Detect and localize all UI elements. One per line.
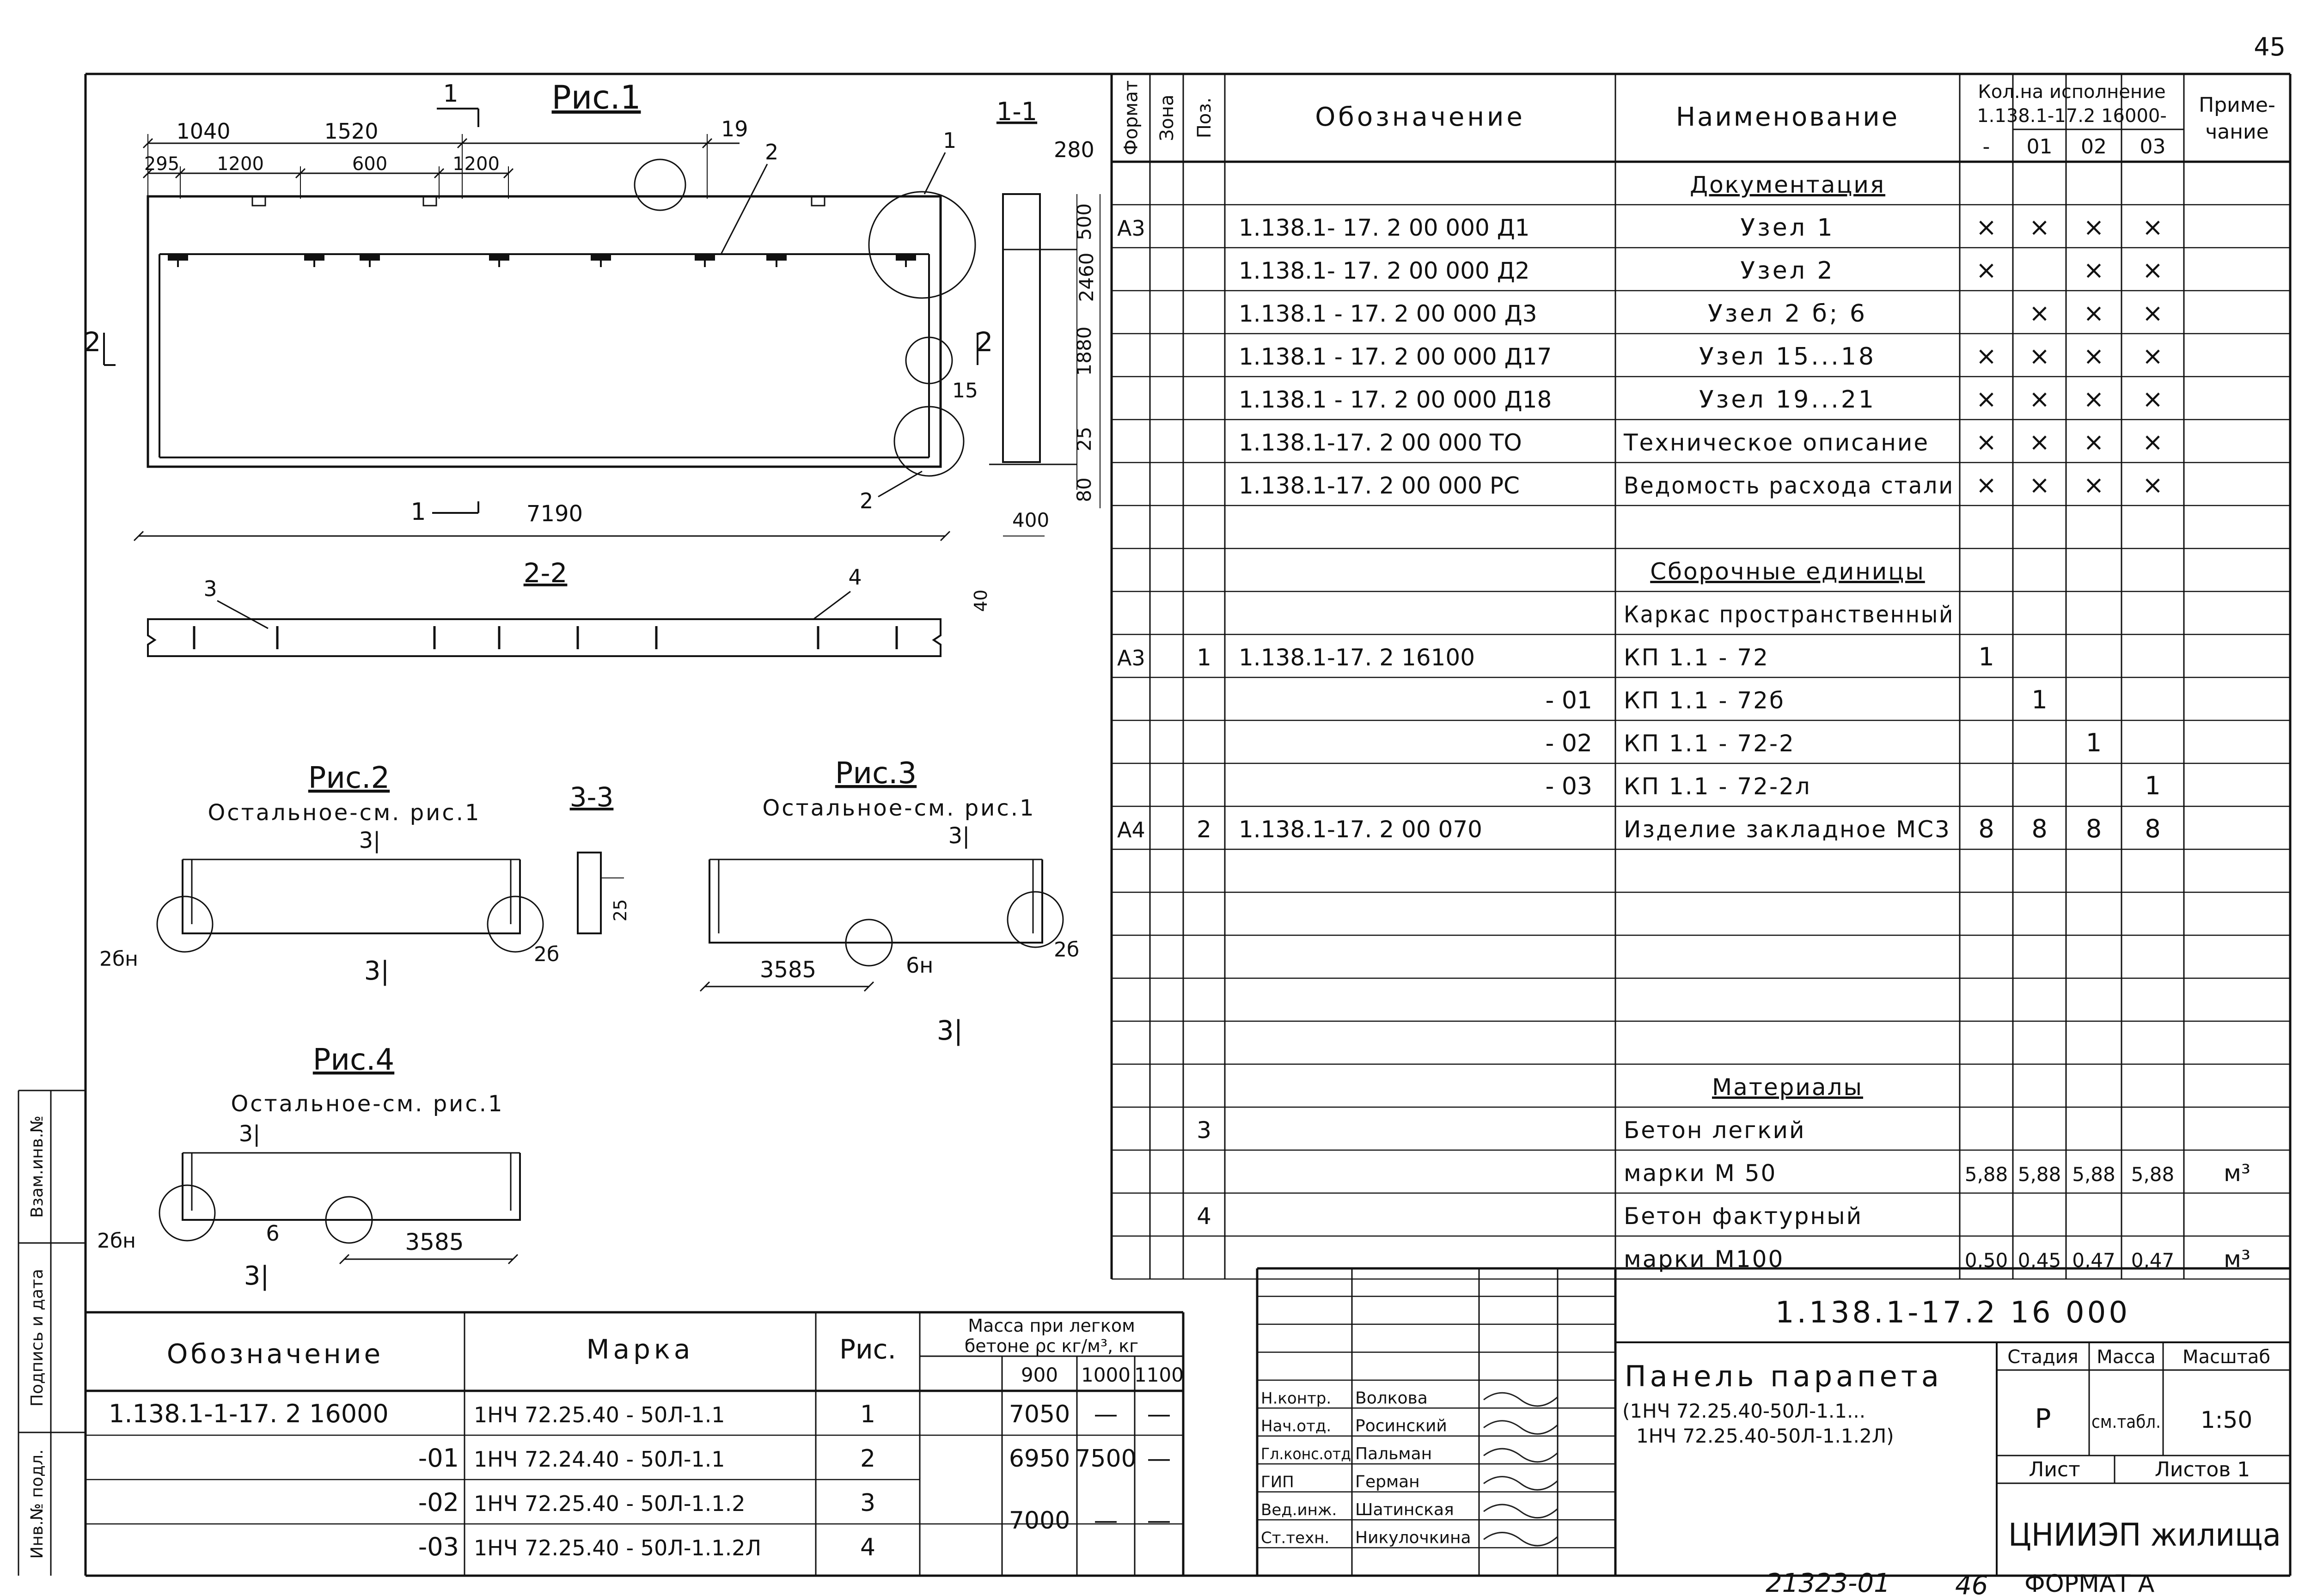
marks-fig: 4 [860, 1534, 876, 1561]
spec-name-cell: Бетон легкий [1624, 1117, 1806, 1144]
spec-quantity-cell: × [2142, 298, 2164, 328]
mass-header: Масса [2097, 1346, 2156, 1368]
spec-quantity-cell: × [2083, 256, 2104, 285]
spec-quantity-cell: × [2142, 427, 2164, 457]
marks-mass: 7500 [1075, 1445, 1137, 1473]
spec-format-cell: А3 [1117, 646, 1145, 670]
spec-quantity-cell: × [1975, 384, 1997, 414]
marks-mass: — [1094, 1507, 1118, 1535]
fig4-note: Остальное-см. рис.1 [231, 1091, 504, 1117]
spec-name-cell: Изделие закладное МС3 [1624, 816, 1951, 843]
spec-designation-cell: 1.138.1-17. 2 00 070 [1239, 816, 1482, 843]
person-role: ГИП [1261, 1473, 1294, 1492]
signature-scribble [1484, 1393, 1558, 1406]
fig3-note: Остальное-см. рис.1 [762, 795, 1036, 821]
fig2-note: Остальное-см. рис.1 [208, 800, 481, 826]
marks-mass: 7000 [1009, 1507, 1070, 1535]
marks-density: 1000 [1081, 1364, 1131, 1386]
fig3-dim: 3585 [759, 957, 817, 983]
spec-designation-cell: 1.138.1-17. 2 16100 [1239, 644, 1475, 671]
side-stamp-label: Подпись и дата [28, 1268, 47, 1407]
marks-designation: 1.138.1-1-17. 2 16000 [109, 1399, 389, 1428]
person-role: Нач.отд. [1261, 1417, 1332, 1436]
spec-designation-cell: - 01 [1545, 687, 1592, 714]
marks-mass: — [1147, 1507, 1171, 1535]
spec-header-qty: Кол.на исполнение [1978, 81, 2166, 103]
spec-section-title: Документация [1690, 171, 1885, 198]
leader [217, 601, 268, 628]
side-stamp-label: Инв.№ подл. [28, 1449, 47, 1559]
spec-quantity-cell: 8 [2031, 814, 2048, 843]
scale-value: 1:50 [2200, 1407, 2253, 1433]
section-dim: 400 [1012, 509, 1050, 531]
signature-scribble [1484, 1505, 1558, 1518]
callout-2: 2 [765, 140, 779, 164]
spec-position-cell: 2 [1197, 816, 1211, 843]
spec-name-cell: Узел 15...18 [1699, 343, 1877, 371]
signature-scribble [1484, 1533, 1558, 1546]
fig3-title: Рис.3 [835, 756, 917, 791]
spec-quantity-cell: × [2029, 427, 2050, 457]
detail-circle [159, 1185, 215, 1241]
side-stamp [18, 1090, 86, 1576]
spec-note-cell: м³ [2224, 1246, 2250, 1273]
spec-quantity-cell: 0,47 [2131, 1249, 2175, 1272]
spec-quantity-cell: 0,50 [1964, 1249, 2008, 1272]
detail-circle [157, 896, 213, 952]
marks-designation: -01 [418, 1444, 459, 1473]
stage-value: Р [2035, 1403, 2051, 1434]
marks-header-mass: Масса при легком [968, 1316, 1135, 1336]
detail-circle [869, 192, 975, 298]
person-name: Пальман [1355, 1444, 1432, 1464]
section-2-2-title: 2-2 [523, 557, 568, 589]
spec-quantity-cell: 1 [2085, 728, 2102, 757]
spec-quantity-cell: 8 [1978, 814, 1994, 843]
spec-header-variant: 03 [2140, 135, 2166, 158]
fig1-dim: 295 [144, 153, 180, 175]
spec-quantity-cell: × [2083, 470, 2104, 500]
marks-density: 1100 [1134, 1364, 1184, 1386]
embedded-plate [489, 253, 509, 261]
lifting-loop [812, 196, 825, 206]
spec-quantity-cell: × [2083, 298, 2104, 328]
fig1-title: Рис.1 [551, 79, 641, 116]
section-mark-2: 2 [976, 326, 993, 358]
marks-mass: — [1147, 1401, 1171, 1428]
spec-quantity-cell: × [2083, 341, 2104, 371]
spec-name-cell: КП 1.1 - 72-2л [1624, 773, 1811, 800]
spec-quantity-cell: × [2142, 213, 2164, 242]
document-code: 1.138.1-17.2 16 000 [1775, 1296, 2131, 1330]
marks-table [86, 1312, 1184, 1576]
embedded-plate [695, 253, 715, 261]
spec-header-note: Приме- [2199, 93, 2275, 117]
marks-mark: 1НЧ 72.25.40 - 50Л-1.1.2Л [474, 1535, 762, 1560]
spec-name-cell: Бетон фактурный [1624, 1203, 1863, 1230]
person-role: Гл.конс.отд [1261, 1445, 1351, 1464]
person-name: Шатинская [1355, 1500, 1454, 1520]
figure-area [84, 79, 1100, 1291]
person-role: Вед.инж. [1261, 1501, 1337, 1520]
fig3-callout: 2б [1054, 938, 1080, 962]
fig1-dim: 1200 [217, 153, 264, 175]
fig4-dim: 3585 [405, 1229, 464, 1255]
fig2-section-mark: 3| [364, 956, 390, 986]
section-mark-2: 2 [84, 326, 101, 358]
spec-name-cell: КП 1.1 - 72-2 [1624, 730, 1795, 757]
spec-quantity-cell: × [1975, 470, 1997, 500]
mass-value: см.табл. [2091, 1412, 2161, 1432]
spec-quantity-cell: 5,88 [2072, 1163, 2115, 1186]
fig3-section-mark: 3| [936, 1015, 963, 1046]
spec-quantity-cell: × [1975, 256, 1997, 285]
stage-header: Стадия [2007, 1346, 2079, 1368]
embedded-plate [896, 253, 916, 261]
fig1-dim: 1520 [324, 119, 379, 144]
spec-name-cell: Узел 1 [1740, 214, 1835, 242]
spec-quantity-cell: × [2029, 298, 2050, 328]
fig1-total-length: 7190 [526, 501, 583, 527]
spec-quantity-cell: × [2142, 470, 2164, 500]
spec-designation-cell: 1.138.1-17. 2 00 000 ТО [1239, 429, 1522, 456]
spec-header-name: Наименование [1675, 102, 1900, 132]
spec-quantity-cell: × [2142, 341, 2164, 371]
spec-quantity-cell: × [2083, 427, 2104, 457]
leader [878, 471, 922, 497]
leader [924, 152, 945, 194]
person-name: Волкова [1355, 1389, 1428, 1408]
spec-quantity-cell: × [2083, 384, 2104, 414]
marks-fig: 2 [860, 1445, 876, 1473]
spec-header-variant: 02 [2081, 135, 2107, 158]
marks-header-mark: Марка [586, 1334, 694, 1365]
marks-fig: 3 [860, 1489, 876, 1517]
signature-scribble [1484, 1449, 1558, 1462]
marks-mark: 1НЧ 72.25.40 - 50Л-1.1 [474, 1402, 725, 1427]
spec-header-designation: Обозначение [1315, 102, 1525, 132]
section-dim: 2460 [1075, 252, 1098, 302]
spec-section-title: Сборочные единицы [1650, 558, 1925, 585]
section-1-1-title: 1-1 [996, 97, 1038, 126]
spec-quantity-cell: × [2142, 384, 2164, 414]
product-marks: 1НЧ 72.25.40-50Л-1.1.2Л) [1636, 1425, 1894, 1447]
marks-designation: -02 [418, 1488, 459, 1517]
spec-header-variant: 01 [2026, 135, 2053, 158]
lifting-loop [423, 196, 436, 206]
section-wall [1003, 194, 1040, 462]
callout-19: 19 [721, 116, 748, 141]
organization: ЦНИИЭП жилища [2008, 1517, 2281, 1553]
fig3-callout: 6н [906, 953, 934, 978]
spec-format-cell: А3 [1117, 216, 1145, 241]
spec-position-cell: 1 [1197, 644, 1211, 671]
spec-quantity-cell: × [2029, 341, 2050, 371]
spec-header-variant: - [1982, 135, 1990, 158]
spec-designation-cell: 1.138.1 - 17. 2 00 000 Д18 [1239, 386, 1552, 413]
callout-1: 1 [943, 128, 957, 153]
fig2-title: Рис.2 [308, 761, 390, 795]
section-dim: 40 [971, 589, 991, 612]
spec-name-cell: Узел 2 [1740, 257, 1835, 285]
spec-quantity-cell: × [2083, 213, 2104, 242]
title-block [1257, 1268, 2290, 1576]
callout-2b: 2 [860, 488, 874, 513]
marks-mass: 6950 [1009, 1445, 1070, 1473]
spec-designation-cell: 1.138.1- 17. 2 00 000 Д2 [1239, 257, 1530, 284]
fig3-outline [709, 859, 1042, 943]
scale-header: Масштаб [2182, 1346, 2271, 1368]
spec-quantity-cell: 0,47 [2072, 1249, 2115, 1272]
section-dim: 80 [1073, 477, 1095, 502]
marks-header-fig: Рис. [839, 1334, 896, 1365]
person-role: Ст.техн. [1261, 1529, 1330, 1547]
marks-mass: — [1147, 1445, 1171, 1473]
fig2-callout: 2бн [99, 947, 138, 971]
panel-outline [148, 196, 941, 467]
fig4-outline [183, 1153, 520, 1220]
spec-quantity-cell: 1 [2031, 685, 2048, 714]
section-dim: 25 [1073, 426, 1095, 451]
sheet-header: Лист [2029, 1458, 2080, 1481]
marks-mass: 7050 [1009, 1401, 1070, 1428]
side-stamp-label: Взам.инв.№ [28, 1115, 47, 1218]
marks-mark: 1НЧ 72.24.40 - 50Л-1.1 [474, 1447, 725, 1472]
signature-scribble [1484, 1477, 1558, 1490]
spec-note-cell: м³ [2224, 1160, 2250, 1187]
spec-header-format: Формат [1120, 80, 1142, 156]
fig4-callout: 6 [266, 1221, 280, 1246]
spec-designation-cell: 1.138.1-17. 2 00 000 РС [1239, 472, 1520, 499]
spec-name-cell: КП 1.1 - 72 [1624, 644, 1769, 671]
embedded-plate [591, 253, 611, 261]
fig4-title: Рис.4 [312, 1043, 395, 1077]
specification-table [1112, 74, 2290, 1279]
spec-name-cell: КП 1.1 - 72б [1624, 687, 1785, 714]
marks-header-designation: Обозначение [166, 1338, 384, 1370]
product-marks: (1НЧ 72.25.40-50Л-1.1... [1622, 1400, 1866, 1422]
spec-quantity-cell: 5,88 [2131, 1163, 2175, 1186]
marks-density: 900 [1021, 1364, 1058, 1386]
spec-quantity-cell: 0,45 [2018, 1249, 2061, 1272]
spec-quantity-cell: 1 [1978, 642, 1994, 671]
person-name: Никулочкина [1355, 1528, 1471, 1547]
spec-header-pos: Поз. [1194, 97, 1215, 139]
embedded-plate [304, 253, 324, 261]
section-dim: 280 [1054, 137, 1094, 162]
leader [813, 591, 850, 619]
person-role: Н.контр. [1261, 1389, 1332, 1408]
embedded-plate [168, 253, 188, 261]
callout-4: 4 [848, 565, 862, 590]
fig4-callout: 2бн [97, 1229, 136, 1253]
format-label: ФОРМАТ А [2024, 1570, 2155, 1596]
spec-quantity-cell: × [1975, 341, 1997, 371]
bottom-code: 21323-01 [1766, 1568, 1890, 1596]
spec-name-cell: Ведомость расхода стали [1624, 472, 1954, 499]
spec-quantity-cell: 8 [2085, 814, 2102, 843]
spec-quantity-cell: × [2029, 470, 2050, 500]
detail-circle [635, 159, 685, 210]
signature-scribble [1484, 1421, 1558, 1434]
person-name: Герман [1355, 1472, 1420, 1492]
spec-header-qty-code: 1.138.1-17.2 16000- [1977, 105, 2167, 127]
spec-position-cell: 3 [1197, 1117, 1211, 1144]
spec-quantity-cell: × [2142, 256, 2164, 285]
embedded-plate [766, 253, 787, 261]
marks-header-mass: бетоне ρс кг/м³, кг [964, 1336, 1139, 1356]
spec-quantity-cell: 8 [2145, 814, 2161, 843]
spec-designation-cell: - 02 [1545, 730, 1592, 757]
section-3-3-dim: 25 [610, 899, 630, 922]
spec-name-cell: Техническое описание [1624, 429, 1930, 456]
bottom-page: 46 [1955, 1571, 1988, 1596]
spec-quantity-cell: 5,88 [2018, 1163, 2061, 1186]
section-3-3-outline [578, 853, 601, 933]
fig2-section-mark: 3| [359, 828, 381, 853]
spec-quantity-cell: 1 [2145, 771, 2161, 800]
spec-quantity-cell: × [1975, 213, 1997, 242]
fig1-dim: 1200 [452, 153, 500, 175]
marks-mass: — [1094, 1401, 1118, 1428]
section-2-2-outline [148, 619, 941, 656]
fig2-callout: 2б [534, 943, 560, 966]
spec-name-cell: Узел 19...21 [1699, 386, 1877, 414]
spec-name-cell: Каркас пространственный [1624, 601, 1954, 628]
callout-15: 15 [952, 379, 978, 402]
marks-mark: 1НЧ 72.25.40 - 50Л-1.1.2 [474, 1491, 746, 1516]
section-mark: 1 [410, 498, 426, 526]
sheet-number: 45 [2254, 32, 2286, 61]
fig4-section-mark: 3| [244, 1261, 269, 1291]
embedded-plate [360, 253, 380, 261]
fig1-dim: 1040 [176, 119, 231, 144]
sheets-header: Листов 1 [2154, 1458, 2250, 1481]
spec-designation-cell: 1.138.1 - 17. 2 00 000 Д3 [1239, 300, 1537, 327]
spec-section-title: Материалы [1712, 1074, 1863, 1101]
spec-header-note: чание [2205, 120, 2269, 144]
lifting-loop [252, 196, 265, 206]
spec-header-zone: Зона [1156, 94, 1178, 141]
spec-name-cell: Узел 2 б; 6 [1708, 300, 1867, 328]
fig1-dim: 600 [352, 153, 388, 175]
section-dim: 1880 [1073, 326, 1095, 376]
spec-name-cell: марки М100 [1624, 1246, 1785, 1273]
marks-designation: -03 [418, 1532, 459, 1561]
marks-fig: 1 [860, 1401, 876, 1428]
callout-3: 3 [203, 576, 217, 601]
spec-quantity-cell: × [2029, 213, 2050, 242]
person-name: Росинский [1355, 1416, 1447, 1436]
fig2-outline [183, 859, 520, 933]
spec-quantity-cell: × [2029, 384, 2050, 414]
spec-designation-cell: 1.138.1- 17. 2 00 000 Д1 [1239, 214, 1530, 241]
section-dim: 500 [1073, 203, 1095, 241]
spec-designation-cell: - 03 [1545, 773, 1592, 800]
section-mark: 1 [443, 80, 459, 108]
product-name: Панель парапета [1625, 1359, 1943, 1393]
spec-quantity-cell: 5,88 [1964, 1163, 2008, 1186]
leader [721, 164, 767, 254]
spec-designation-cell: 1.138.1 - 17. 2 00 000 Д17 [1239, 343, 1552, 370]
section-3-3-title: 3-3 [569, 781, 614, 813]
spec-quantity-cell: × [1975, 427, 1997, 457]
fig3-section-mark: 3| [948, 823, 970, 849]
fig4-section-mark: 3| [238, 1121, 261, 1147]
spec-position-cell: 4 [1197, 1203, 1211, 1230]
spec-format-cell: А4 [1117, 817, 1145, 842]
spec-name-cell: марки М 50 [1624, 1160, 1777, 1187]
